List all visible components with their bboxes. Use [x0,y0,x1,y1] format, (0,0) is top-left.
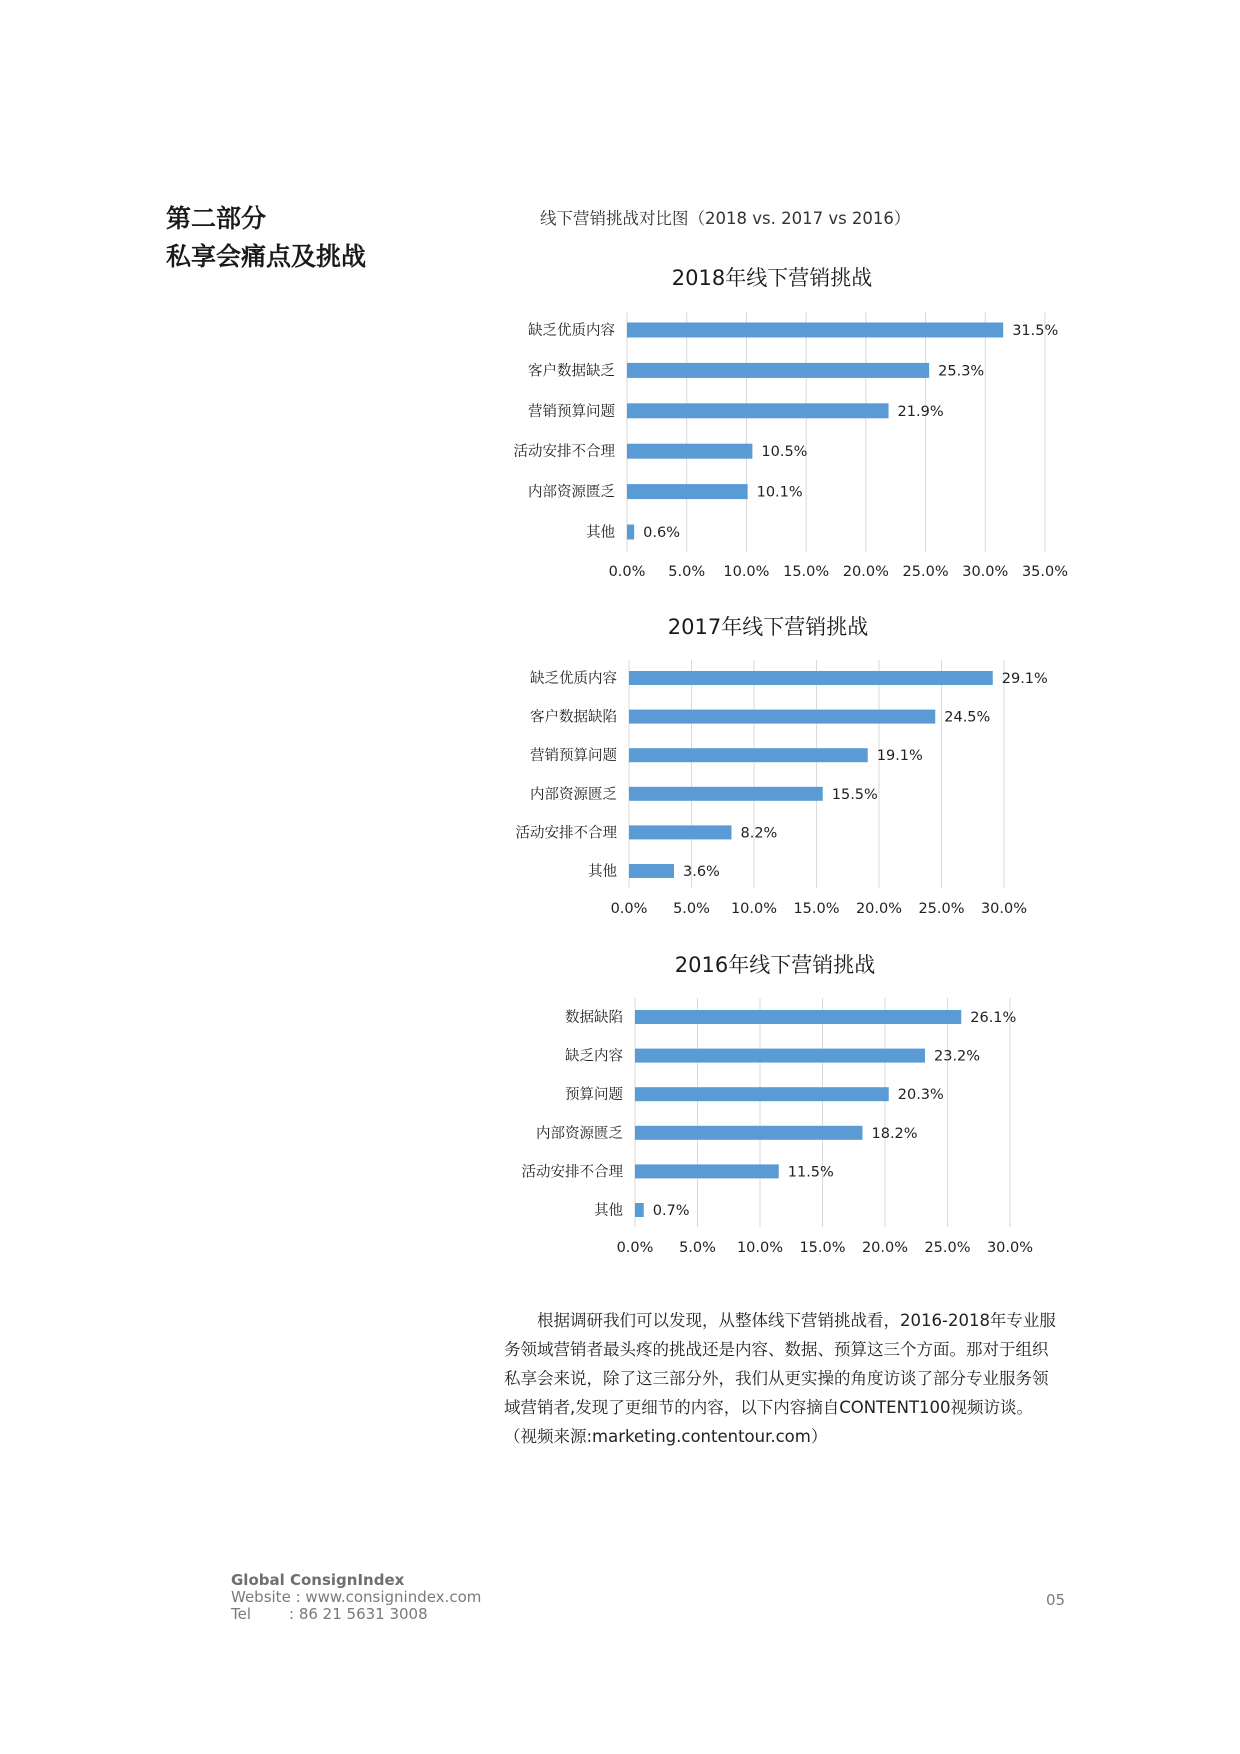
bar [635,1049,925,1063]
bar [629,825,732,839]
x-tick-label: 10.0% [736,1240,784,1256]
data-label: 31.5% [1012,323,1059,339]
x-tick-label: 5.0% [673,901,710,917]
x-tick-label: 0.0% [610,901,648,917]
footer-brand: Global ConsignIndex [231,1571,405,1589]
page-number: 05 [1046,1591,1066,1609]
bar [635,1164,779,1178]
category-label: 营销预算问题 [528,403,615,420]
data-label: 29.1% [1001,671,1048,687]
bar [627,525,634,540]
category-label: 内部资源匮乏 [530,786,617,803]
x-tick-label: 5.0% [679,1240,716,1256]
category-label: 数据缺陷 [565,1010,623,1026]
data-label: 3.6% [683,864,720,880]
category-label: 客户数据缺陷 [530,709,617,726]
bar [627,403,889,418]
bar [627,444,752,459]
category-label: 其他 [588,864,617,880]
footer [231,1572,481,1623]
bar [627,323,1003,338]
bar [635,1126,863,1140]
x-tick-label: 15.0% [793,901,840,917]
category-label: 缺乏优质内容 [528,323,615,339]
x-tick-label: 10.0% [723,564,770,580]
bar [635,1087,889,1101]
category-label: 缺乏优质内容 [530,671,617,687]
source-note: （视频来源:marketing.contentour.com） [504,1427,828,1446]
x-tick-label: 20.0% [855,901,903,917]
category-label: 活动安排不合理 [513,444,615,461]
data-label: 19.1% [876,748,923,765]
x-tick-label: 0.0% [616,1240,654,1256]
category-label: 内部资源匮乏 [528,484,615,501]
data-label: 0.7% [652,1203,690,1219]
chart-title: 2017年线下营销挑战 [667,615,869,639]
bar [629,748,868,762]
footer-website-value: : www.consignindex.com [290,1588,482,1606]
x-tick-label: 15.0% [783,564,830,580]
body-paragraph: 根据调研我们可以发现，从整体线下营销挑战看，2016-2018年专业服务领域营销者最头疼的挑战还是内容、数据、预算这三个方面。那对于组织私享会来说，除了这三部分外，我们从更实操的角度访谈了部分专业服务领域营销者,发现了更细节的内容，以下内容摘自CONTENT100视频访谈。 [504,1311,1056,1417]
data-label: 8.2% [740,825,778,842]
data-label: 11.5% [787,1164,834,1181]
x-tick-label: 25.0% [902,564,949,580]
x-tick-label: 15.0% [799,1240,846,1256]
footer-tel [231,1606,481,1623]
category-label: 其他 [586,525,615,541]
data-label: 10.5% [761,444,808,461]
data-label: 23.2% [934,1048,981,1065]
data-label: 20.3% [897,1087,944,1104]
category-label: 缺乏内容 [565,1048,623,1065]
bar [629,787,823,801]
bar [635,1010,961,1024]
x-tick-label: 20.0% [842,564,889,580]
category-label: 活动安排不合理 [521,1164,623,1181]
x-tick-label: 10.0% [730,901,778,917]
category-label: 预算问题 [565,1087,623,1104]
x-tick-label: 20.0% [861,1240,909,1256]
x-tick-label: 30.0% [986,1240,1034,1256]
section-title: 私享会痛点及挑战 [166,242,367,271]
data-label: 25.3% [938,363,985,380]
data-label: 10.1% [756,484,803,501]
data-label: 24.5% [944,709,991,726]
data-label: 18.2% [871,1125,918,1142]
data-label: 15.5% [831,786,878,803]
chart-title: 2018年线下营销挑战 [671,266,873,290]
category-label: 内部资源匮乏 [536,1125,623,1142]
data-label: 0.6% [643,525,681,541]
figure-caption: 线下营销挑战对比图（2018 vs. 2017 vs 2016） [540,209,911,228]
data-label: 26.1% [970,1010,1017,1026]
bar [629,864,674,878]
category-label: 营销预算问题 [530,748,617,765]
footer-website [231,1589,481,1606]
chart-title: 2016年线下营销挑战 [674,953,876,977]
x-tick-label: 30.0% [962,564,1009,580]
footer-tel-key: Tel [231,1605,252,1623]
x-tick-label: 25.0% [918,901,965,917]
data-label: 21.9% [897,403,944,420]
category-label: 活动安排不合理 [515,825,617,842]
category-label: 客户数据缺乏 [528,363,615,380]
bar [635,1203,644,1217]
x-tick-label: 35.0% [1021,564,1069,580]
x-tick-label: 5.0% [668,564,706,580]
body-text [504,1306,1064,1451]
x-tick-label: 25.0% [924,1240,971,1256]
bar [629,671,993,685]
x-tick-label: 30.0% [980,901,1028,917]
section-number: 第二部分 [166,204,267,233]
bar [629,710,935,724]
bar [627,484,748,499]
x-tick-label: 0.0% [608,564,646,580]
footer-website-key: Website [231,1588,291,1606]
bar [627,363,929,378]
category-label: 其他 [594,1203,623,1219]
footer-tel-value: : 86 21 5631 3008 [289,1605,428,1623]
